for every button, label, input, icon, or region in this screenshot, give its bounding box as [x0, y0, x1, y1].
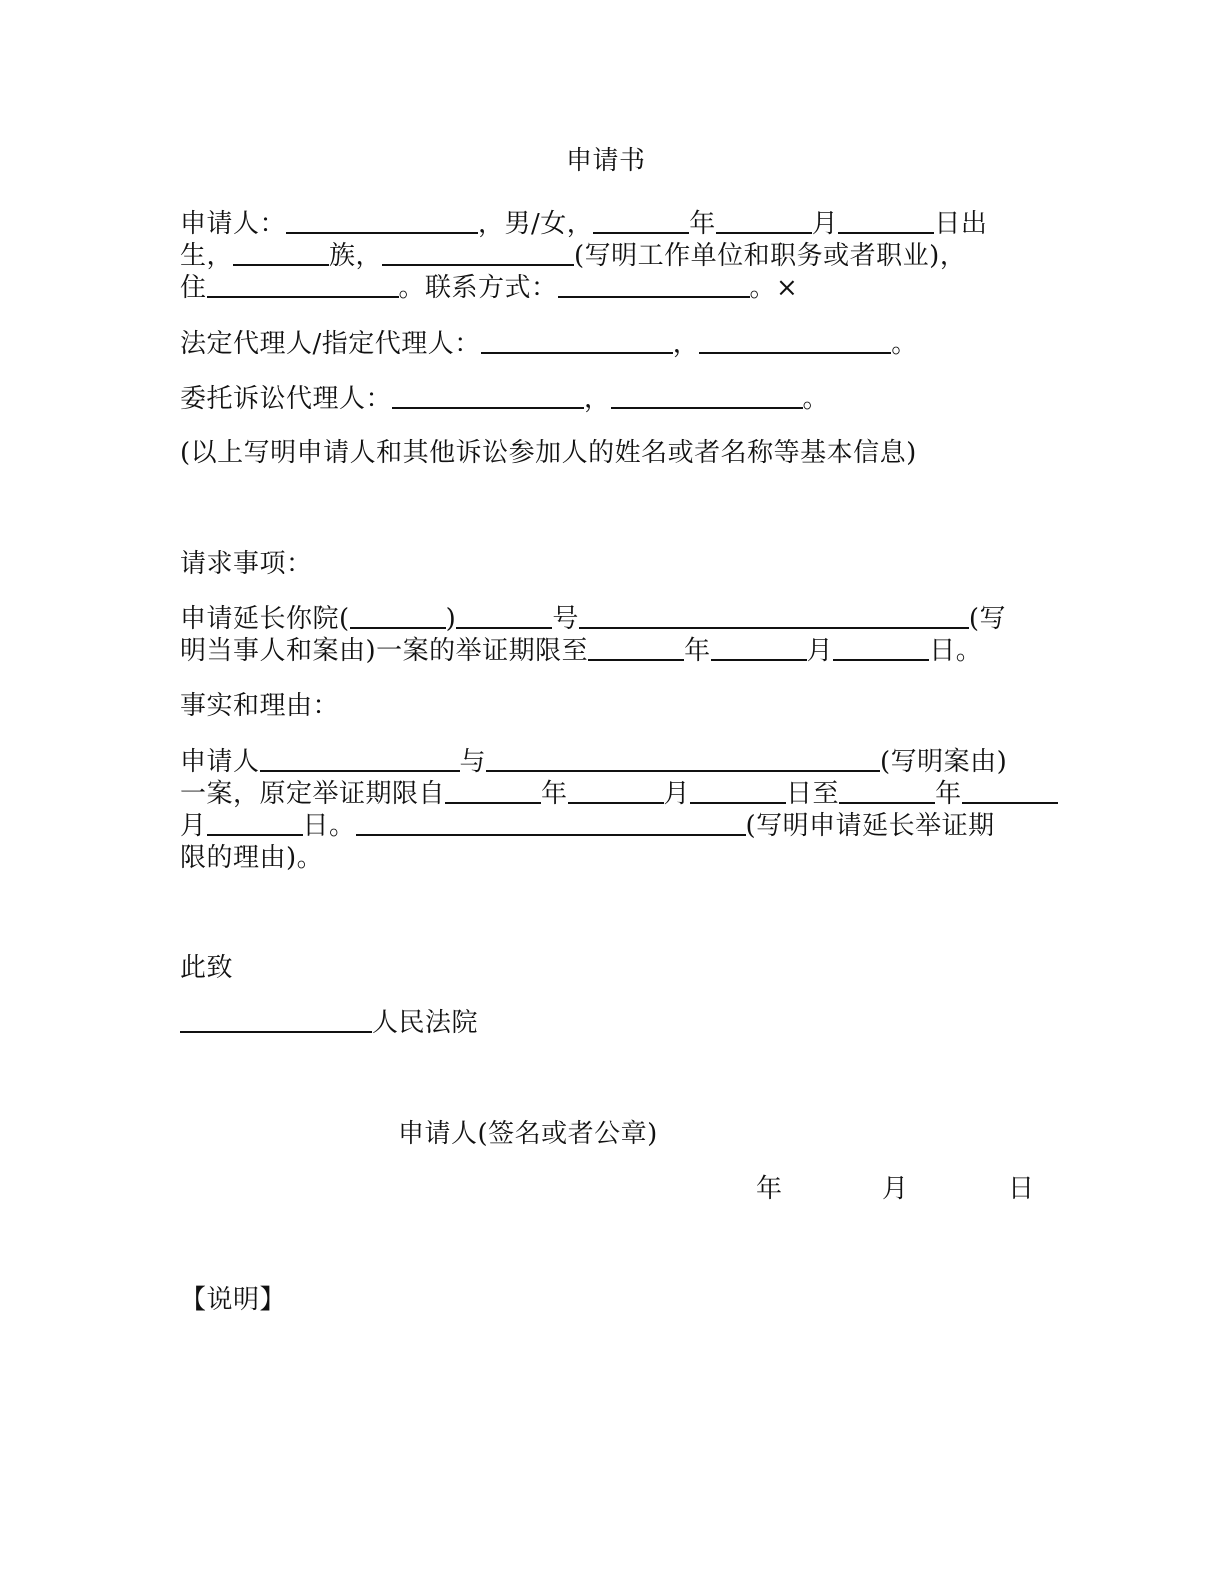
to-year-blank[interactable] [839, 778, 935, 804]
court-label: 人民法院 [372, 1008, 479, 1038]
legal-agent-comma: ， [672, 329, 700, 359]
request-text-4: (写 [968, 604, 1006, 634]
address-label: 住 [180, 273, 207, 303]
birth-year-label: 年 [689, 209, 716, 239]
reason-blank[interactable] [356, 810, 746, 836]
extend-year-label: 年 [684, 636, 711, 666]
entrusted-agent-line [180, 383, 829, 415]
entrusted-agent-info-blank[interactable] [611, 383, 803, 409]
reason-hint: (写明申请延长举证期 [745, 811, 995, 841]
facts-heading: 事实和理由： [180, 691, 340, 721]
to-day-label: 日。 [302, 811, 356, 841]
applicant-line-2 [180, 240, 966, 272]
birth-day-label: 日出 [934, 209, 988, 239]
extend-month-label: 月 [806, 636, 834, 666]
contact-blank[interactable] [558, 272, 750, 298]
applicant-end: 。× [749, 273, 799, 303]
facts-original-period-label: 一案，原定举证期限自 [180, 779, 446, 809]
from-year-blank[interactable] [445, 778, 541, 804]
extend-day-label: 日。 [929, 636, 983, 666]
facts-line-3 [180, 810, 995, 842]
case-year-blank[interactable] [350, 603, 446, 629]
salutation: 此致 [180, 953, 234, 983]
request-line-1 [180, 603, 1006, 635]
birth-year-blank[interactable] [593, 208, 689, 234]
facts-cause-hint: (写明案由) [880, 747, 1008, 777]
from-month-label: 月 [663, 779, 691, 809]
to-month-label: 月 [180, 811, 207, 841]
basic-info-note: (以上写明申请人和其他诉讼参加人的姓名或者名称等基本信息) [180, 438, 917, 468]
entrusted-agent-end: 。 [802, 384, 830, 414]
work-unit-hint: (写明工作单位和职务或者职业)， [574, 241, 967, 271]
contact-label: 。联系方式： [398, 273, 558, 303]
request-heading: 请求事项： [180, 549, 313, 579]
facts-applicant-label: 申请人 [180, 747, 260, 777]
from-year-label: 年 [541, 779, 568, 809]
from-month-blank[interactable] [568, 778, 664, 804]
extend-month-blank[interactable] [711, 635, 807, 661]
to-month-blank[interactable] [962, 778, 1058, 804]
work-unit-blank[interactable] [382, 240, 574, 266]
gender-text: ，男/女， [478, 209, 594, 239]
parties-cause-blank[interactable] [579, 603, 969, 629]
entrusted-agent-comma: ， [584, 384, 611, 414]
legal-agent-end: 。 [891, 329, 918, 359]
ethnicity-blank[interactable] [233, 240, 329, 266]
born-label: 生， [180, 241, 234, 271]
request-text-5: 明当事人和案由)一案的举证期限至 [180, 636, 589, 666]
applicant-label: 申请人： [180, 209, 287, 239]
document-title: 申请书 [566, 146, 646, 176]
birth-day-blank[interactable] [838, 208, 934, 234]
court-line [180, 1007, 478, 1039]
notes-heading: 【说明】 [180, 1285, 287, 1315]
facts-opponent-blank[interactable] [486, 746, 880, 772]
facts-applicant-blank[interactable] [260, 746, 460, 772]
request-line-2 [180, 635, 982, 667]
legal-agent-label: 法定代理人/指定代理人： [180, 329, 481, 359]
entrusted-agent-name-blank[interactable] [392, 383, 584, 409]
legal-agent-info-blank[interactable] [699, 328, 891, 354]
facts-with-label: 与 [459, 747, 487, 777]
entrusted-agent-label: 委托诉讼代理人： [180, 384, 393, 414]
applicant-line-1 [180, 208, 987, 240]
court-name-blank[interactable] [180, 1007, 372, 1033]
applicant-name-blank[interactable] [286, 208, 478, 234]
birth-month-blank[interactable] [716, 208, 812, 234]
request-text-2: ) [445, 604, 457, 634]
facts-line-1 [180, 746, 1007, 778]
facts-line-4: 限的理由)。 [180, 843, 324, 873]
birth-month-label: 月 [811, 209, 839, 239]
extend-day-blank[interactable] [833, 635, 929, 661]
ethnicity-label: 族， [329, 241, 383, 271]
request-text-3: 号 [552, 604, 579, 634]
to-day-blank[interactable] [207, 810, 303, 836]
to-year-label: 年 [935, 779, 962, 809]
extend-year-blank[interactable] [588, 635, 684, 661]
signature-label: 申请人(签名或者公章) [398, 1119, 658, 1149]
date-day-label: 日 [1008, 1174, 1035, 1204]
from-day-blank[interactable] [690, 778, 786, 804]
applicant-line-3 [180, 272, 798, 304]
date-month-label: 月 [882, 1174, 909, 1204]
from-day-to-label: 日至 [786, 779, 840, 809]
request-text-1: 申请延长你院( [180, 604, 350, 634]
date-year-label: 年 [756, 1174, 783, 1204]
legal-agent-line [180, 328, 918, 360]
legal-agent-name-blank[interactable] [481, 328, 673, 354]
case-number-blank[interactable] [456, 603, 552, 629]
address-blank[interactable] [207, 272, 399, 298]
facts-line-2 [180, 778, 1058, 810]
